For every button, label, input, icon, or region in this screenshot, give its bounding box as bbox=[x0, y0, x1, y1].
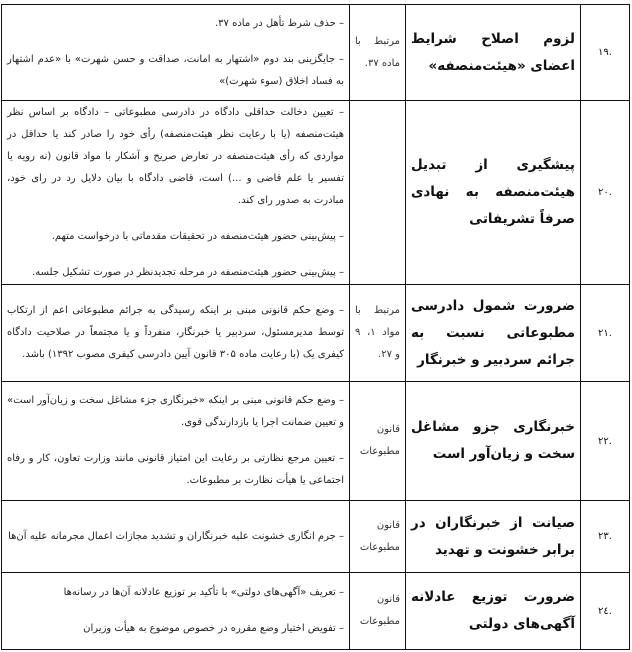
row-number: .۲٤ bbox=[581, 573, 630, 650]
description-item: – وضع حکم قانونی مبنی بر اینکه رسیدگی به جرائم مطبوعاتی اعم از ارتکاب توسط مدیرمسئول، سردبیر یا خبرنگار، منفرداً و یا مجتمعاً در صلاحیت دادگاه کیفری یک (با رعایت ماده ۳۰۵ قانون آیین دادرسی کیفری مصوب ۱۳۹۲) باشد. bbox=[7, 305, 344, 360]
row-number: .۲۳ bbox=[581, 501, 630, 573]
row-reference: قانون مطبوعات bbox=[350, 382, 406, 501]
row-description bbox=[2, 101, 350, 285]
table-row bbox=[2, 285, 630, 382]
description-item: – جایگزینی بند دوم «اشتهار به امانت، صداقت و حسن شهرت» با «عدم اشتهار به فساد اخلاق (سوء شهرت)» bbox=[7, 53, 344, 87]
table-row bbox=[2, 382, 630, 501]
description-item: – حذف شرط تأهل در ماده ۳۷. bbox=[214, 17, 344, 29]
row-description bbox=[2, 501, 350, 573]
table-row bbox=[2, 101, 630, 285]
table-row bbox=[2, 573, 630, 650]
description-item: – جرم انگاری خشونت علیه خبرنگاران و تشدید مجازات اعمال مجرمانه علیه آن‌ها bbox=[8, 530, 344, 542]
row-title: پیشگیری از تبدیل هیئت‌منصفه به نهادی صرفاً تشریفاتی bbox=[406, 101, 581, 285]
row-number: .۲۰ bbox=[581, 101, 630, 285]
row-reference: قانون مطبوعات bbox=[350, 501, 406, 573]
row-description bbox=[2, 382, 350, 501]
description-item: – وضع حکم قانونی مبنی بر اینکه «خبرنگاری جزء مشاغل سخت و زیان‌آور است» و تعیین ضمانت اجرا یا بازدارندگی قوی. bbox=[7, 395, 344, 428]
row-description bbox=[2, 285, 350, 382]
row-reference: مرتبط با مواد ۱، ۹ و ۲۷. bbox=[350, 285, 406, 382]
table-row bbox=[2, 5, 630, 101]
description-item: – پیش‌بینی حضور هیئت‌منصفه در تحقیقات مقدماتی با درخواست متهم. bbox=[51, 230, 344, 242]
row-title: صیانت از خبرنگاران در برابر خشونت و تهدید bbox=[406, 501, 581, 573]
description-item: – پیش‌بینی حضور هیئت‌منصفه در مرحله تجدیدنظر در صورت تشکیل جلسه. bbox=[32, 266, 344, 278]
row-title: خبرنگاری جزو مشاغل سخت و زیان‌آور است bbox=[406, 382, 581, 501]
description-item: – تعیین مرجع نظارتی بر رعایت این امتیاز قانونی مانند وزارت تعاون، کار و رفاه اجتماعی یا هیأت نظارت بر مطبوعات. bbox=[7, 453, 344, 486]
table-row bbox=[2, 501, 630, 573]
description-item: – تعریف «آگهی‌های دولتی» با تأکید بر توزیع عادلانه آن‌ها در رسانه‌ها bbox=[63, 587, 344, 598]
row-title: ضرورت شمول دادرسی مطبوعاتی نسبت به جرائم سردبیر و خبرنگار bbox=[406, 285, 581, 382]
row-title: ضرورت توزیع عادلانه آگهی‌های دولتی bbox=[406, 573, 581, 650]
row-description bbox=[2, 573, 350, 650]
row-title: لزوم اصلاح شرایط اعضای «هیئت‌منصفه» bbox=[406, 5, 581, 101]
proposals-table bbox=[1, 4, 630, 650]
row-description bbox=[2, 5, 350, 101]
row-reference: مرتبط با ماده ۳۷. bbox=[350, 5, 406, 101]
description-item: – تفویض اختیار وضع مقرره در خصوص موضوع به هیأت وزیران bbox=[83, 623, 344, 634]
row-reference bbox=[350, 101, 406, 285]
row-number: .۱۹ bbox=[581, 5, 630, 101]
row-number: .۲۲ bbox=[581, 382, 630, 501]
description-item: – تعیین دخالت حداقلی دادگاه در دادرسی مطبوعاتی – دادگاه بر اساس نظر هیئت‌منصفه (یا با رعایت نظر هیئت‌منصفه) رأی خود را صادر کند یا حداقل در مواردی که رأی هیئت‌منصفه در تعارض صریح و آشکار با مواد قانون (نه رویه یا تفسیر یا علم قاضی و ...) است، قاضی دادگاه با بیان دلایل رد در رای خود، مبادرت به صدور رای کند. bbox=[7, 106, 344, 206]
row-number: .۲۱ bbox=[581, 285, 630, 382]
row-reference: قانون مطبوعات bbox=[350, 573, 406, 650]
